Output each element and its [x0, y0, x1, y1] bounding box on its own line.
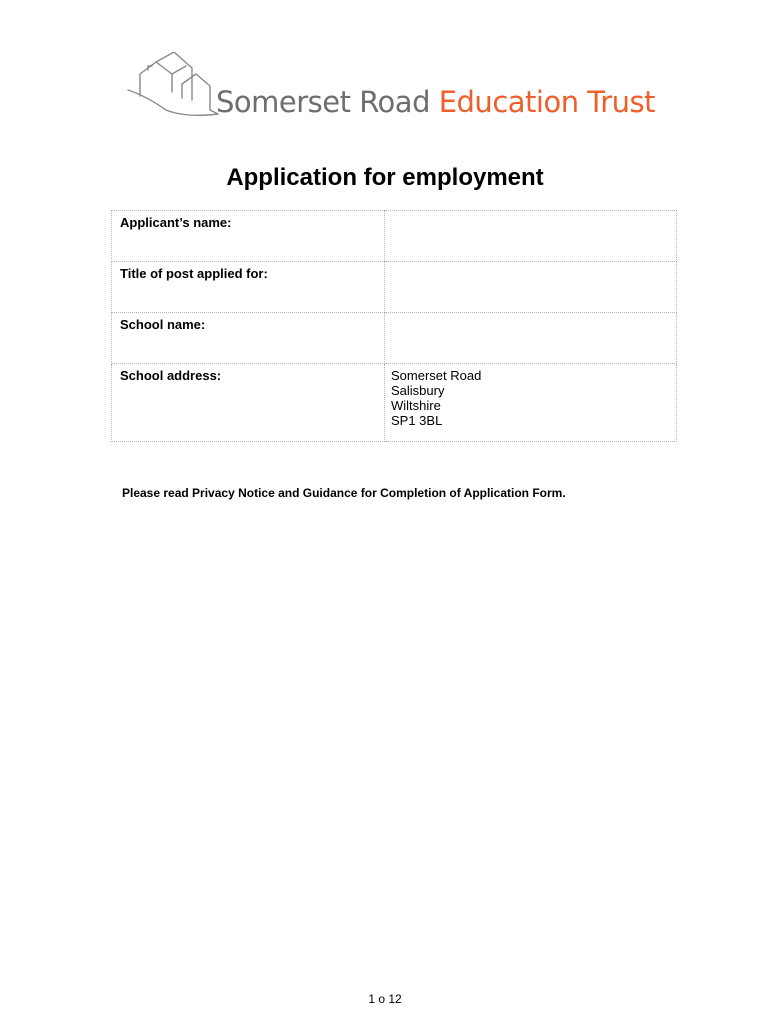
applicant-name-label: Applicant’s name:: [112, 211, 385, 262]
address-line: Salisbury: [391, 383, 445, 398]
applicant-name-field[interactable]: [385, 211, 677, 262]
page-number: 1 o 12: [368, 992, 402, 1006]
table-row: [112, 364, 677, 442]
table-row: [112, 262, 677, 313]
address-line: Somerset Road: [391, 368, 482, 383]
trust-name: [216, 82, 655, 122]
post-title-label: Title of post applied for:: [112, 262, 385, 313]
trust-name-secondary: Education Trust: [438, 85, 656, 119]
school-address-label: School address:: [112, 364, 385, 442]
address-line: SP1 3BL: [391, 413, 443, 428]
address-line: Wiltshire: [391, 398, 441, 413]
trust-name-primary: Somerset Road: [216, 85, 430, 119]
table-row: [112, 211, 677, 262]
table-row: [112, 313, 677, 364]
school-name-field[interactable]: [385, 313, 677, 364]
house-roofline-icon: [126, 52, 226, 124]
school-address-value: [385, 364, 677, 442]
application-header-table: [111, 210, 677, 442]
school-name-label: School name:: [112, 313, 385, 364]
post-title-field[interactable]: [385, 262, 677, 313]
trust-logo: [126, 52, 656, 124]
page-title: Application for employment: [226, 164, 544, 191]
privacy-notice-text: Please read Privacy Notice and Guidance for Completion of Application Form.: [122, 486, 566, 500]
